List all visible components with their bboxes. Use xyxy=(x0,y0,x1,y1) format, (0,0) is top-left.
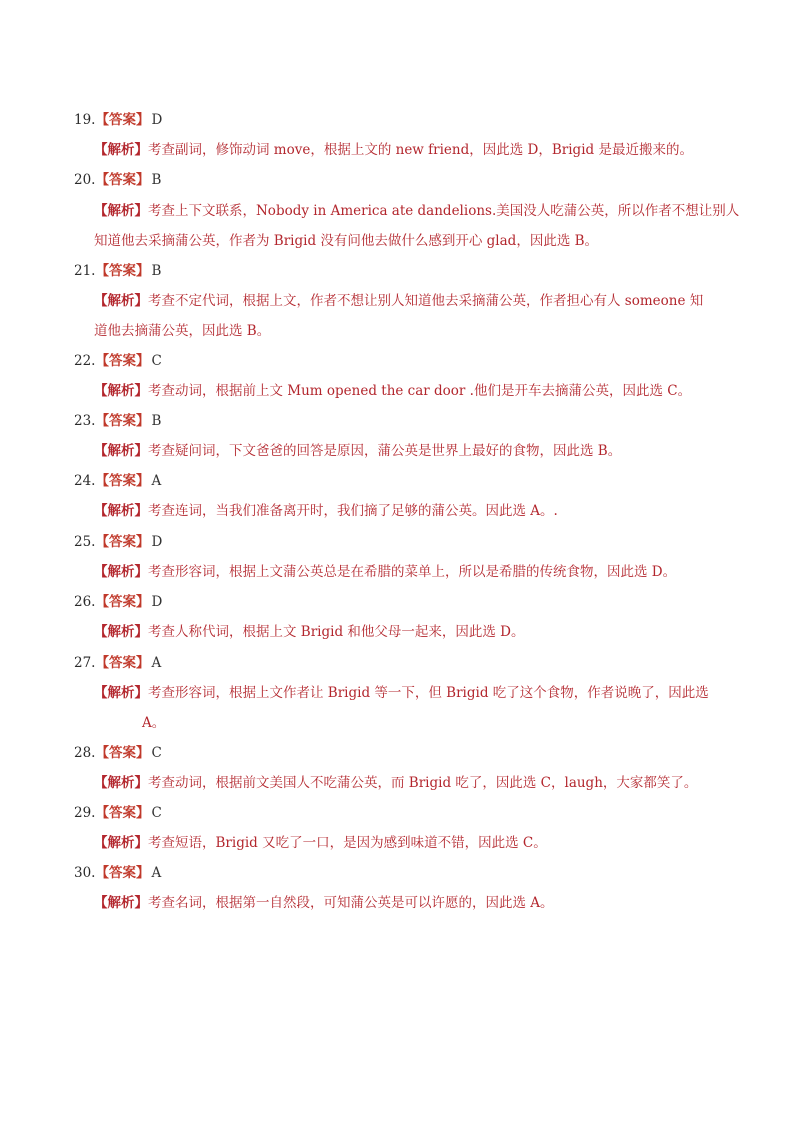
explanation-line: 【解析】考查不定代词，根据上文，作者不想让别人知道他去采摘蒲公英，作者担心有人 someone 知 xyxy=(94,293,704,309)
answer-line: 20.【答案】 B xyxy=(74,172,162,188)
explanation-line: 【解析】考查疑问词，下文爸爸的回答是原因，蒲公英是世界上最好的食物，因此选 B。 xyxy=(94,443,622,459)
explanation-continuation: A。 xyxy=(142,715,166,731)
explanation-line: 【解析】考查动词，根据前文美国人不吃蒲公英，而 Brigid 吃了，因此选 C，laugh，大家都笑了。 xyxy=(94,775,698,791)
answer-line: 27.【答案】 A xyxy=(74,655,162,671)
answer-line: 26.【答案】 D xyxy=(74,594,163,610)
explanation-line: 【解析】考查名词，根据第一自然段，可知蒲公英是可以许愿的，因此选 A。 xyxy=(94,895,554,911)
explanation-line: 【解析】考查上下文联系，Nobody in America ate dandelions.美国没人吃蒲公英，所以作者不想让别人 xyxy=(94,203,740,219)
answer-line: 23.【答案】 B xyxy=(74,413,162,429)
explanation-line: 【解析】考查动词，根据前上文 Mum opened the car door .他们是开车去摘蒲公英，因此选 C。 xyxy=(94,383,692,399)
explanation-line: 【解析】考查形容词，根据上文作者让 Brigid 等一下，但 Brigid 吃了这个食物，作者说晚了，因此选 xyxy=(94,685,709,701)
answer-line: 30.【答案】 A xyxy=(74,865,162,881)
explanation-line: 【解析】考查人称代词，根据上文 Brigid 和他父母一起来，因此选 D。 xyxy=(94,624,525,640)
explanation-line: 【解析】考查连词，当我们准备离开时，我们摘了足够的蒲公英。因此选 A。. xyxy=(94,503,558,519)
answer-line: 22.【答案】 C xyxy=(74,353,162,369)
explanation-continuation: 道他去摘蒲公英，因此选 B。 xyxy=(94,323,271,339)
answer-line: 29.【答案】 C xyxy=(74,805,162,821)
explanation-continuation: 知道他去采摘蒲公英，作者为 Brigid 没有问他去做什么感到开心 glad，因此选 B。 xyxy=(94,233,599,249)
answer-line: 21.【答案】 B xyxy=(74,263,162,279)
answer-line: 24.【答案】 A xyxy=(74,473,162,489)
answer-line: 25.【答案】 D xyxy=(74,534,163,550)
answer-line: 19.【答案】 D xyxy=(74,112,163,128)
explanation-line: 【解析】考查形容词，根据上文蒲公英总是在希腊的菜单上，所以是希腊的传统食物，因此选 D。 xyxy=(94,564,677,580)
answer-line: 28.【答案】 C xyxy=(74,745,162,761)
explanation-line: 【解析】考查副词，修饰动词 move，根据上文的 new friend，因此选 D，Brigid 是最近搬来的。 xyxy=(94,142,693,158)
explanation-line: 【解析】考查短语，Brigid 又吃了一口，是因为感到味道不错，因此选 C。 xyxy=(94,835,547,851)
